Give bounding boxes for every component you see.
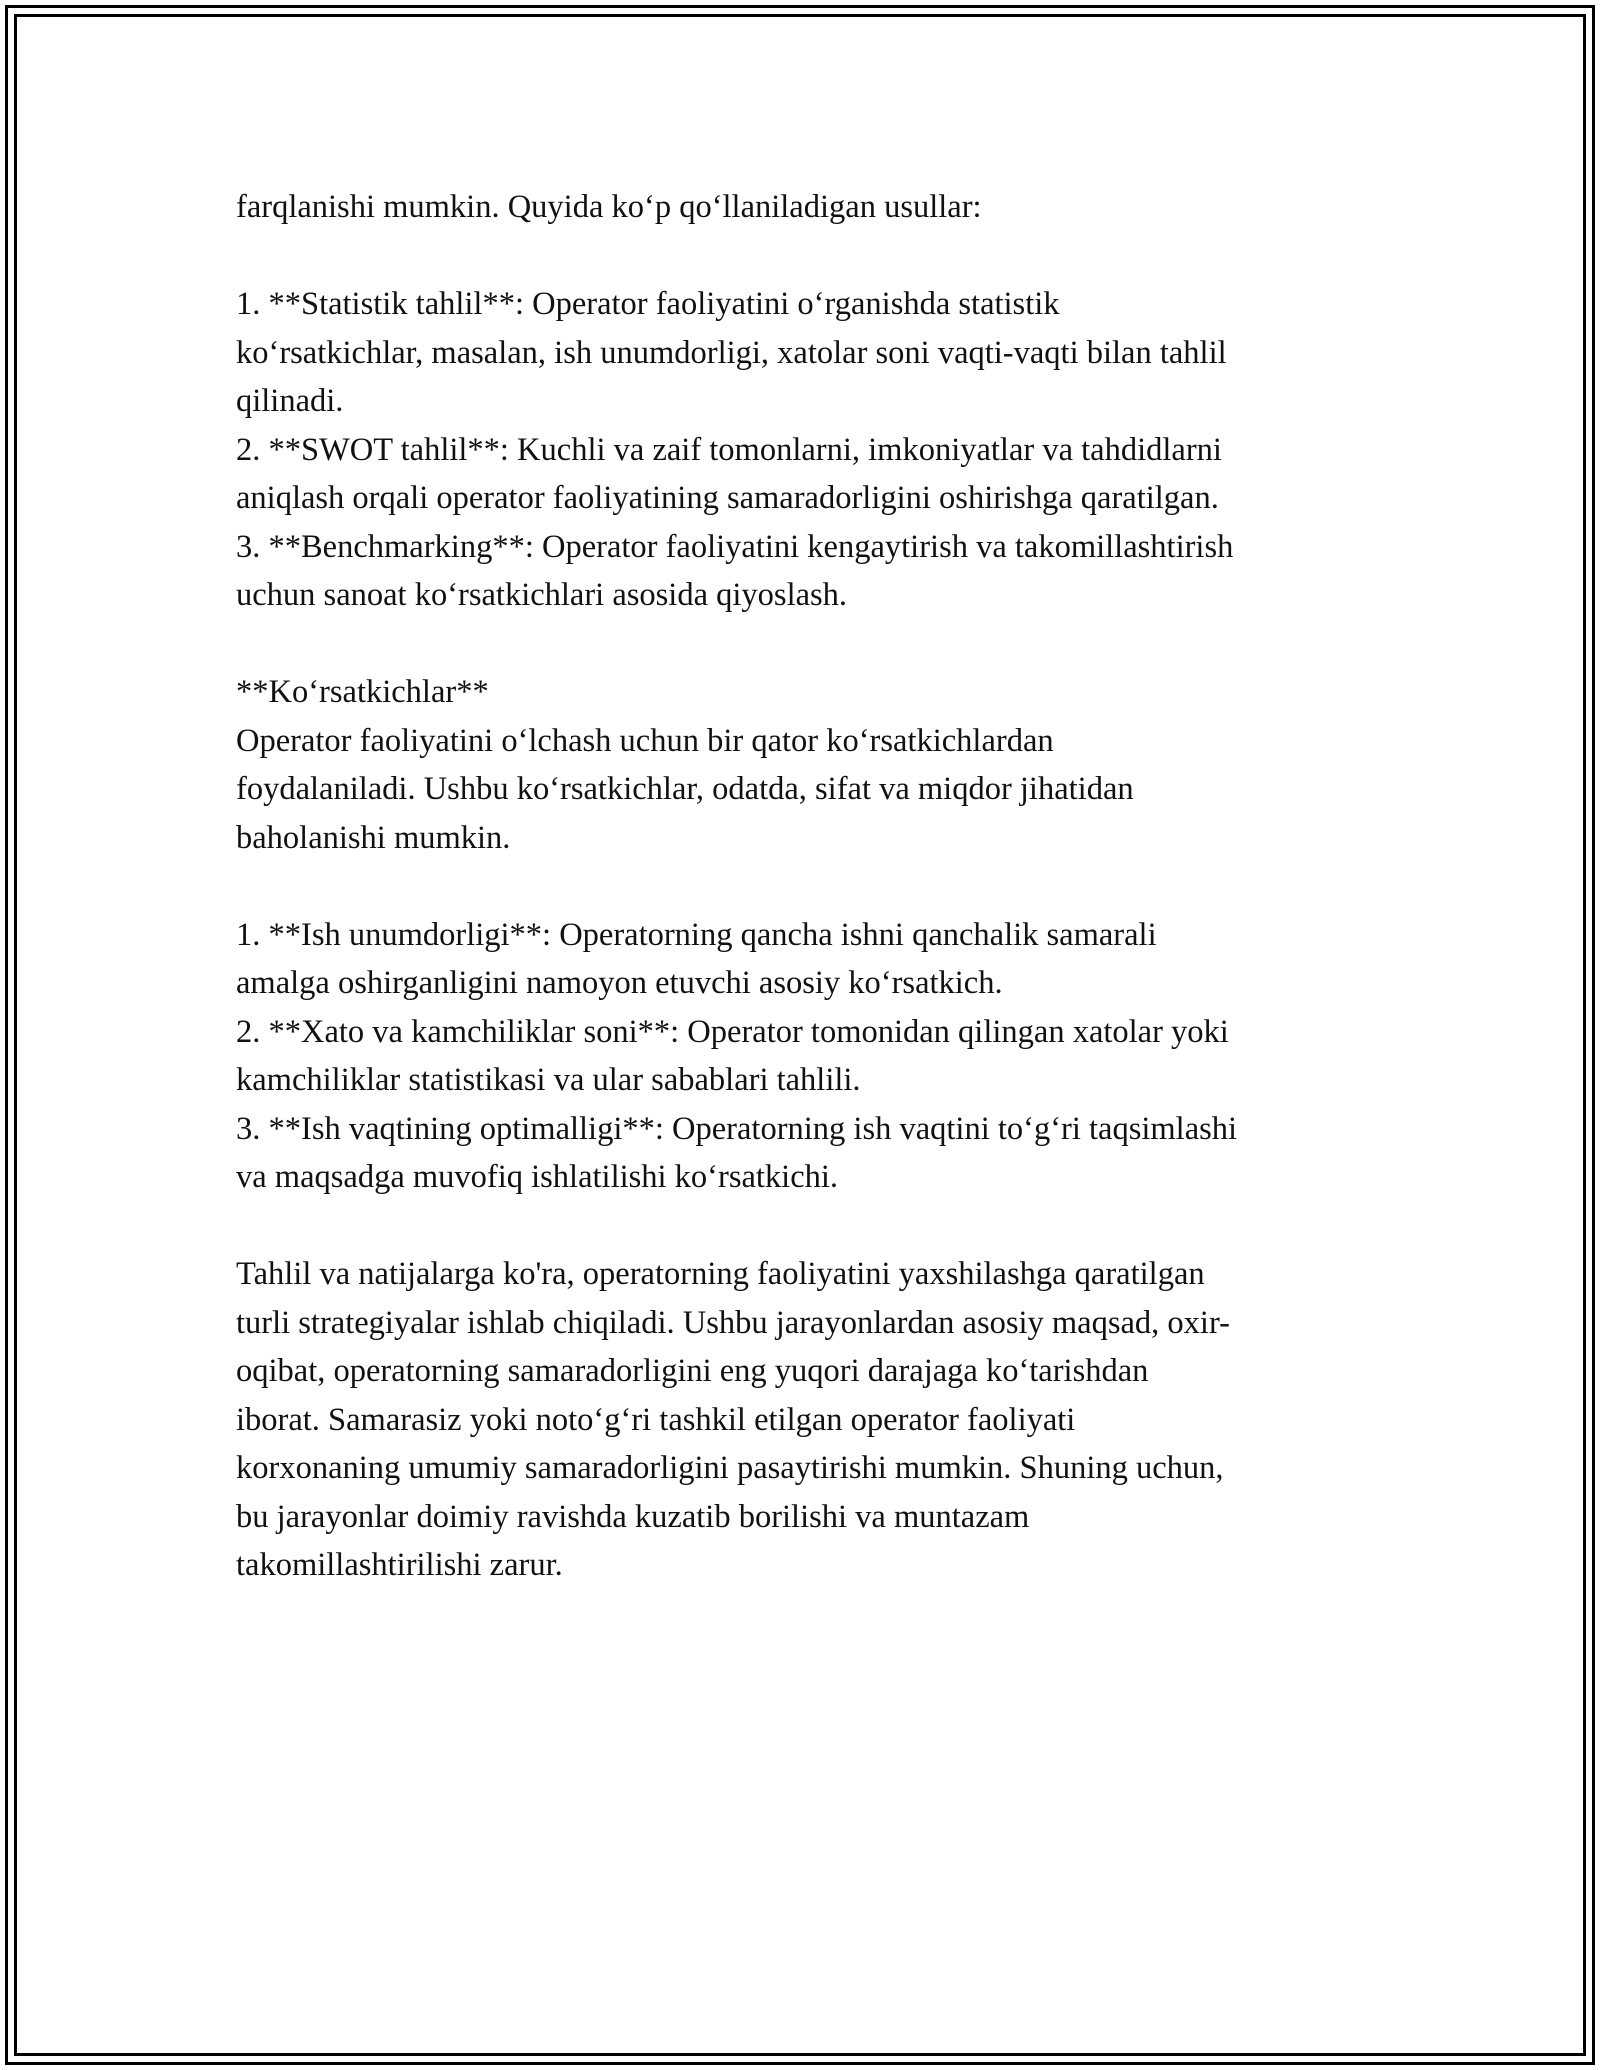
indicators-section (236, 668, 1376, 862)
text-line: 2. **SWOT tahlil**: Kuchli va zaif tomonlarni, imkoniyatlar va tahdidlarni (236, 431, 1222, 468)
paragraph-gap (236, 862, 1376, 911)
text-line: 1. **Statistik tahlil**: Operator faoliyatini o‘rganishda statistik (236, 286, 1060, 322)
text-line: amalga oshirganligini namoyon etuvchi asosiy ko‘rsatkich. (236, 965, 1003, 1001)
text-line: 1. **Ish unumdorligi**: Operatorning qancha ishni qanchalik samarali (236, 916, 1157, 953)
text-line: farqlanishi mumkin. Quyida ko‘p qo‘llaniladigan usullar: (236, 189, 982, 225)
text-line: 3. **Ish vaqtining optimalligi**: Operatorning ish vaqtini to‘g‘ri taqsimlashi (236, 1110, 1238, 1147)
text-line: 3. **Benchmarking**: Operator faoliyatini kengaytirish va takomillashtirish (236, 528, 1234, 565)
text-line: Tahlil va natijalarga ko'ra, operatorning faoliyatini yaxshilashga qaratilgan (236, 1256, 1205, 1292)
text-line: kamchiliklar statistikasi va ular sabablari tahlili. (236, 1062, 861, 1098)
text-line: aniqlash orqali operator faoliyatining samaradorligini oshirishga qaratilgan. (236, 480, 1219, 516)
document-body (236, 183, 1376, 1590)
text-line: va maqsadga muvofiq ishlatilishi ko‘rsatkichi. (236, 1159, 839, 1195)
text-line: ko‘rsatkichlar, masalan, ish unumdorligi, xatolar soni vaqti-vaqti bilan tahlil (236, 334, 1227, 371)
indicators-list (236, 911, 1376, 1202)
text-line: bu jarayonlar doimiy ravishda kuzatib borilishi va muntazam (236, 1498, 1030, 1535)
paragraph-gap (236, 232, 1376, 281)
methods-list (236, 280, 1376, 620)
text-line: Operator faoliyatini o‘lchash uchun bir qator ko‘rsatkichlardan (236, 722, 1054, 759)
paragraph-gap (236, 1202, 1376, 1251)
text-line: foydalaniladi. Ushbu ko‘rsatkichlar, odatda, sifat va miqdor jihatidan (236, 771, 1134, 807)
intro-paragraph (236, 183, 1376, 232)
text-line: korxonaning umumiy samaradorligini pasaytirishi mumkin. Shuning uchun, (236, 1450, 1224, 1486)
text-line: uchun sanoat ko‘rsatkichlari asosida qiyoslash. (236, 577, 848, 613)
text-line: qilinadi. (236, 383, 344, 419)
text-line: oqibat, operatorning samaradorligini eng yuqori darajaga ko‘tarishdan (236, 1353, 1149, 1389)
text-line: takomillashtirilishi zarur. (236, 1547, 563, 1583)
paragraph-gap (236, 620, 1376, 669)
text-line: 2. **Xato va kamchiliklar soni**: Operator tomonidan qilingan xatolar yoki (236, 1013, 1229, 1050)
conclusion-paragraph (236, 1250, 1376, 1590)
text-line: baholanishi mumkin. (236, 819, 511, 856)
text-line: iborat. Samarasiz yoki noto‘g‘ri tashkil etilgan operator faoliyati (236, 1401, 1076, 1438)
text-line: turli strategiyalar ishlab chiqiladi. Ushbu jarayonlardan asosiy maqsad, oxir- (236, 1304, 1230, 1341)
section-heading: **Ko‘rsatkichlar** (236, 674, 489, 710)
